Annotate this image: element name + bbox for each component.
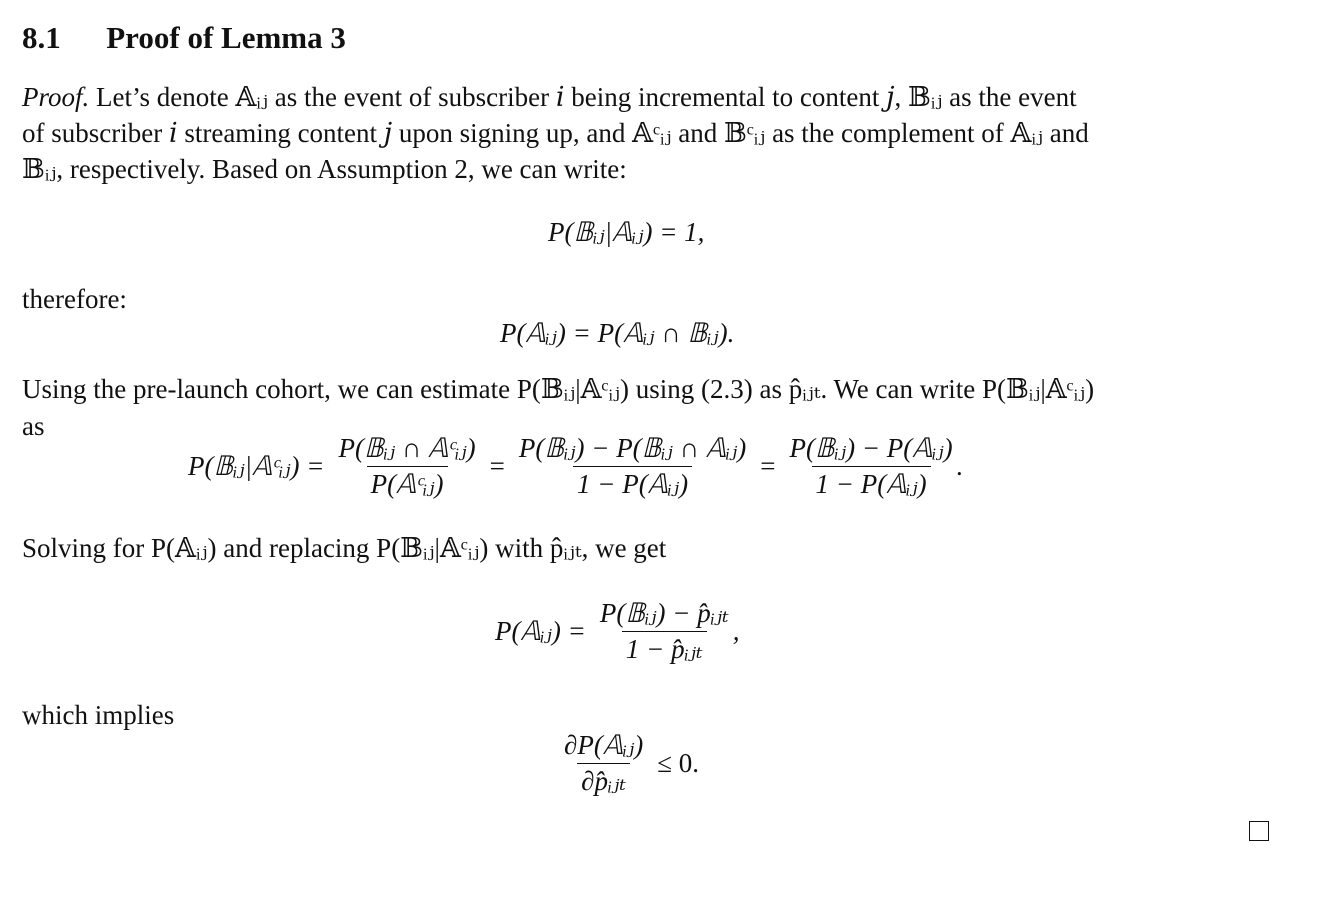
paragraph-line: Proof. Let’s denote 𝔸ᵢⱼ as the event of subscriber 𝑖 being incremental to content 𝑗, 𝔹ᵢⱼ as the event <box>22 82 1077 112</box>
equation-5: $\frac{\text{∂P(𝔸ᵢⱼ)}}{\text{∂p̂ᵢⱼₜ}}$ ≤ 0. <box>560 730 699 797</box>
proof-label: Proof. <box>22 82 90 112</box>
equation-4: P(𝔸ᵢⱼ) = $\frac{\text{P(𝔹ᵢⱼ) − p̂ᵢⱼₜ}}{\text{1 − p̂ᵢⱼₜ}}$ , <box>495 598 740 664</box>
paragraph-line: of subscriber 𝑖 streaming content 𝑗 upon signing up, and 𝔸ᶜᵢⱼ and 𝔹ᶜᵢⱼ as the complement of 𝔸ᵢⱼ and <box>22 118 1089 148</box>
paragraph-line: Solving for P(𝔸ᵢⱼ) and replacing P(𝔹ᵢⱼ|𝔸ᶜᵢⱼ) with p̂ᵢⱼₜ, we get <box>22 533 667 563</box>
paragraph-line: 𝔹ᵢⱼ, respectively. Based on Assumption 2, we can write: <box>22 154 627 184</box>
fraction: $\frac{\text{∂P(𝔸ᵢⱼ)}}{\text{∂p̂ᵢⱼₜ}}$ <box>564 730 644 796</box>
section-title: Proof of Lemma 3 <box>106 20 346 55</box>
fraction: $\frac{\text{P(𝔹ᵢⱼ ∩ 𝔸ᶜᵢⱼ)}}{\text{P(𝔸ᶜᵢⱼ)}}$ <box>338 433 476 499</box>
equation-2: P(𝔸ᵢⱼ) = P(𝔸ᵢⱼ ∩ 𝔹ᵢⱼ). <box>500 318 735 348</box>
fraction: $\frac{\text{P(𝔹ᵢⱼ) − P(𝔹ᵢⱼ ∩ 𝔸ᵢⱼ)}}{\text{1 − P(𝔸ᵢⱼ)}}$ <box>518 433 747 499</box>
qed-square-icon <box>1249 821 1269 841</box>
equation-1: P(𝔹ᵢⱼ|𝔸ᵢⱼ) = 1, <box>548 217 705 247</box>
paragraph-line: Using the pre-launch cohort, we can estimate P(𝔹ᵢⱼ|𝔸ᶜᵢⱼ) using (2.3) as p̂ᵢⱼₜ. We can write P(𝔹ᵢⱼ|𝔸ᶜᵢⱼ) <box>22 374 1095 404</box>
fraction: $\frac{\text{P(𝔹ᵢⱼ) − p̂ᵢⱼₜ}}{\text{1 − p̂ᵢⱼₜ}}$ <box>599 598 729 664</box>
fraction: $\frac{\text{P(𝔹ᵢⱼ) − P(𝔸ᵢⱼ)}}{\text{1 − P(𝔸ᵢⱼ)}}$ <box>789 433 953 499</box>
equation-3: P(𝔹ᵢⱼ|𝔸ᶜᵢⱼ) = $\frac{\text{P(𝔹ᵢⱼ ∩ 𝔸ᶜᵢⱼ)}}{\text{P(𝔸ᶜᵢⱼ)}}$ = $\frac{\text{P(𝔹ᵢⱼ) − P(𝔹ᵢⱼ ∩ 𝔸ᵢⱼ)}}{\text{1 − P(𝔸ᵢⱼ)}}$ = $\frac{\text{P(𝔹ᵢⱼ) − P(𝔸ᵢⱼ)}}{\text{1 − P(𝔸ᵢⱼ)}}$ . <box>188 433 964 499</box>
paragraph-line: which implies <box>22 700 175 730</box>
section-number: 8.1 <box>22 20 61 55</box>
paragraph-line: therefore: <box>22 284 127 314</box>
section-heading <box>22 20 346 56</box>
equation-3-lhs: P(𝔹ᵢⱼ|𝔸ᶜᵢⱼ) = <box>188 451 325 481</box>
paragraph-line: as <box>22 411 45 441</box>
